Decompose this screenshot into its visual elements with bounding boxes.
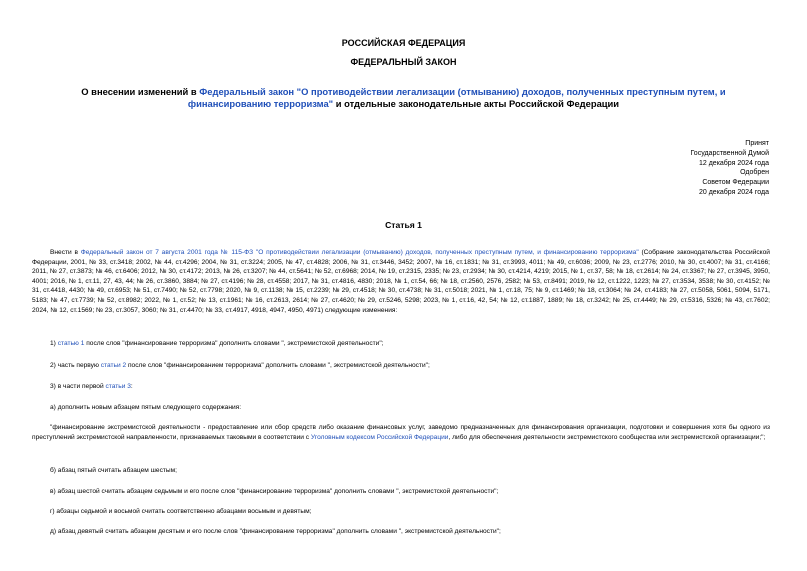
- adoption-block: [569, 139, 769, 198]
- item-3b: б) абзац пятый считать абзацем шестым;: [50, 467, 178, 474]
- item-2-prefix: 2) часть первую: [50, 362, 101, 369]
- item-2: [32, 361, 770, 371]
- law-type-heading: ФЕДЕРАЛЬНЫЙ ЗАКОН: [350, 57, 457, 67]
- law-title: [50, 86, 757, 110]
- quote-prefix: "финансирование экстремистской деятельности - предоставление или сбор средств либо оказание финансовых услуг, заведомо предназначенных для финансирования организации, подготовки и совершения хотя бы одного из преступлений экстремистской направленности, признаваемых таковыми в соответствии с: [32, 424, 770, 441]
- adopted-date: 12 декабря 2024 года: [698, 159, 769, 167]
- law-title-link[interactable]: Федеральный закон "О противодействии легализации (отмыванию) доходов, полученных преступным путем, и финансированию терроризма": [187, 86, 726, 109]
- law-title-suffix: и отдельные законодательные акты Российской Федерации: [333, 98, 620, 109]
- approved-label: Одобрен: [740, 169, 769, 177]
- law-title-prefix: О внесении изменений в: [81, 86, 200, 97]
- item-3-suffix: :: [130, 383, 133, 390]
- intro-prefix: Внести в: [50, 249, 81, 256]
- item-3d: д) абзац девятый считать абзацем десятым и его после слов "финансирование терроризма" дополнить словами ", экстремистской деятельности";: [50, 528, 501, 535]
- article-2-link[interactable]: статьи 2: [100, 362, 127, 369]
- adopted-label: Принят: [745, 140, 769, 147]
- approved-date: 20 декабря 2024 года: [698, 188, 769, 196]
- item-3-prefix: 3) в части первой: [50, 383, 106, 390]
- quote-suffix: , либо для обеспечения деятельности экстремистского сообщества или экстремистской организации;";: [448, 433, 766, 441]
- criminal-code-link[interactable]: Уголовным кодексом Российской Федерации: [310, 433, 449, 441]
- item-1-suffix: после слов "финансирование терроризма" дополнить словами ", экстремистской деятельности";: [84, 340, 384, 347]
- article-heading: Статья 1: [385, 220, 422, 230]
- item-3a: а) дополнить новым абзацем пятым следующего содержания:: [50, 404, 242, 411]
- item-1: [32, 339, 770, 349]
- item-3: [32, 382, 770, 392]
- intro-law-link[interactable]: Федеральный закон от 7 августа 2001 года № 115-ФЗ "О противодействии легализации (отмыванию) доходов, полученных преступным путем, и финансированию терроризма": [80, 249, 639, 256]
- intro-suffix: (Собрание законодательства Российской Федерации, 2001, № 33, ст.3418; 2002, № 44, ст.4296; 2004, № 31, ст.3224; 2005, № 47, ст.4828; 2006, № 31, ст.3446, 3452; 2007, № 16, ст.1831; № 31, ст.3993, 4011; № 49, ст.6036; 2009, № 23, ст.2776; 2010, № 30, ст.4007; № 31, ст.4166; 2011, № 27, ст.3873; № 46, ст.6406; 2012, № 30, ст.4172; 2013, № 26, ст.3207; № 44, ст.5641; № 52, ст.6968; 2014, № 19, ст.2315, 2335; № 23, ст.2934; № 30, ст.4214, 4219; 2015, № 1, ст.37, 58; № 18, ст.2614; № 24, ст.3367; № 27, ст.3945, 3950, 4001; 2016, № 1, ст.11, 27, 43, 44; № 26, ст.3860, 3884; № 27, ст.4196; № 28, ст.4558; 2017, № 31, ст.4816, 4830; 2018, № 1, ст.54, 66; № 18, ст.2560, 2576, 2582; № 53, ст.8491; 2019, № 12, ст.1222, 1223; № 27, ст.3534, 3538; № 30, ст.4152; № 31, ст.4418, 4430; № 49, ст.6953; № 51, ст.7490; № 52, ст.7798; 2020, № 9, ст.1138; № 15, ст.2239; № 29, ст.4518; № 30, ст.4738; № 31, ст.5018; 2021, № 1, ст.18, 75; № 9, ст.1469; № 18, ст.3064; № 24, ст.4183; № 27, ст.5058, 5061, 5094, 5171, 5183; № 47, ст.7739; № 52, ст.8982; 2022, № 1, ст.52; № 13, ст.1961; № 16, ст.2613, 2614; № 27, ст.4620; № 29, ст.5246, 5298; 2023, № 1, ст.16, 42, 54; № 12, ст.1887, 1889; № 18, ст.3242; № 25, ст.4449; № 29, ст.5316, 5326; № 43, ст.7602; 2024, № 12, ст.1569; № 23, ст.3057, 3060; № 31, ст.4470; № 33, ст.4917, 4918, 4947, 4950, 4971) следующие изменения:: [32, 249, 770, 314]
- item-3v: в) абзац шестой считать абзацем седьмым и его после слов "финансирование терроризма" дополнить словами ", экстремистской деятельности";: [50, 488, 499, 495]
- item-2-suffix: после слов "финансированием терроризма" дополнить словами ", экстремистской деятельности";: [126, 362, 430, 369]
- country-heading: РОССИЙСКАЯ ФЕДЕРАЦИЯ: [341, 38, 466, 48]
- article-1-link[interactable]: статью 1: [57, 340, 85, 347]
- approved-by: Советом Федерации: [702, 179, 769, 187]
- quoted-definition: [32, 423, 770, 442]
- adopted-by: Государственной Думой: [690, 149, 769, 157]
- item-3g: г) абзацы седьмой и восьмой считать соответственно абзацами восьмым и девятым;: [50, 508, 312, 515]
- item-1-prefix: 1): [50, 340, 58, 347]
- intro-paragraph: [32, 248, 770, 315]
- article-3-link[interactable]: статьи 3: [105, 383, 131, 390]
